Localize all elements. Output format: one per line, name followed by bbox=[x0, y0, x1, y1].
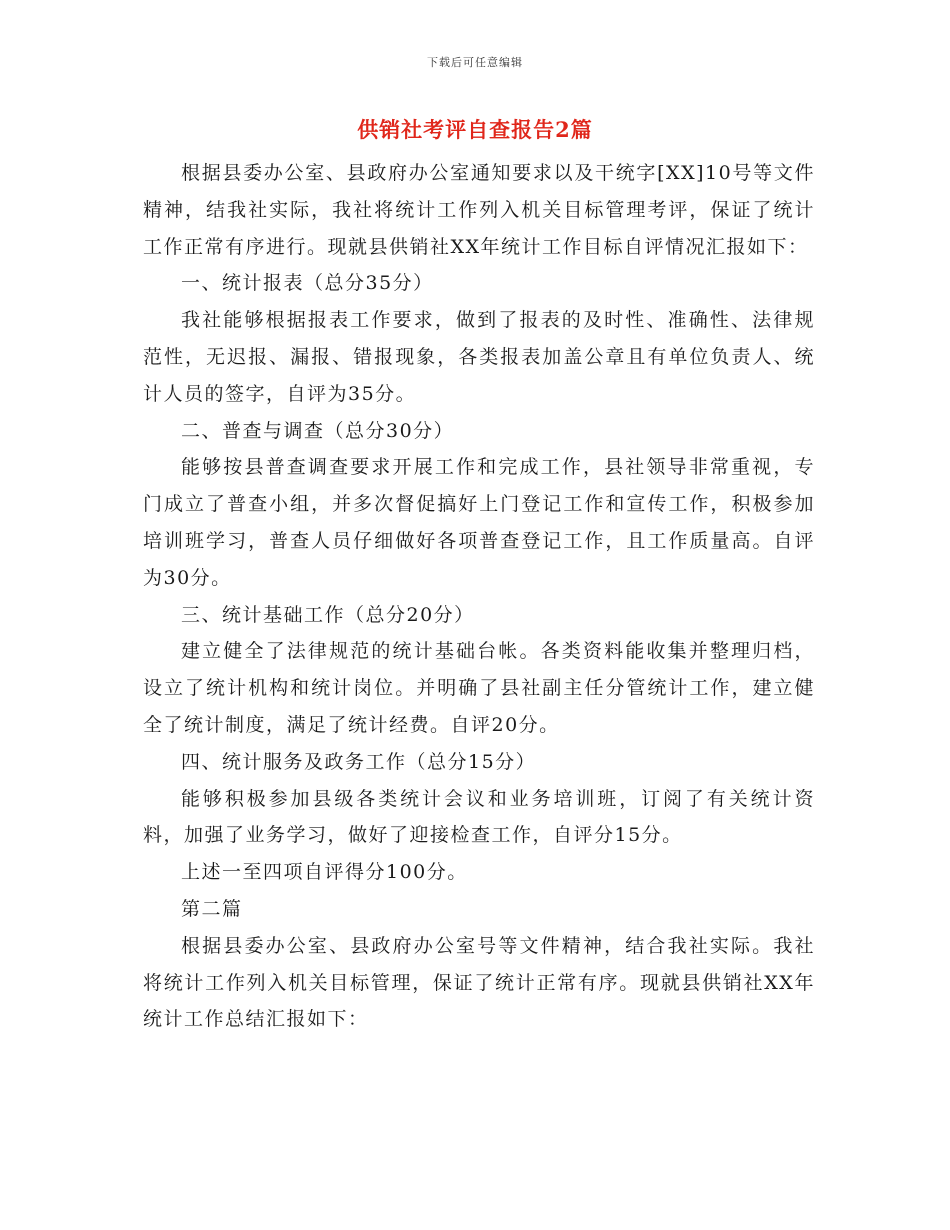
header-note: 下载后可任意编辑 bbox=[427, 56, 523, 69]
section-paragraph-1: 我社能够根据报表工作要求，做到了报表的及时性、准确性、法律规范性，无迟报、漏报、错报现象，各类报表加盖公章且有单位负责人、统计人员的签字，自评为35分。 bbox=[143, 309, 815, 405]
section-paragraph-2: 能够按县普查调查要求开展工作和完成工作，县社领导非常重视，专门成立了普查小组，并多次督促搞好上门登记工作和宣传工作，积极参加培训班学习，普查人员仔细做好各项普查登记工作，且工作质量高。自评为30分。 bbox=[143, 456, 815, 589]
section-paragraph-3: 建立健全了法律规范的统计基础台帐。各类资料能收集并整理归档，设立了统计机构和统计岗位。并明确了县社副主任分管统计工作，建立健全了统计制度，满足了统计经费。自评20分。 bbox=[143, 640, 815, 736]
section-heading-3: 三、统计基础工作（总分20分） bbox=[181, 603, 475, 626]
intro-paragraph: 根据县委办公室、县政府办公室通知要求以及干统字[XX]10号等文件精神，结我社实际，我社将统计工作列入机关目标管理考评，保证了统计工作正常有序进行。现就县供销社XX年统计工作目标自评情况汇报如下： bbox=[143, 162, 815, 258]
section-heading-2: 二、普查与调查（总分30分） bbox=[181, 419, 455, 442]
part-two-paragraph: 根据县委办公室、县政府办公室号等文件精神，结合我社实际。我社将统计工作列入机关目标管理，保证了统计正常有序。现就县供销社XX年统计工作总结汇报如下： bbox=[143, 934, 815, 1031]
section-heading-4: 四、统计服务及政务工作（总分15分） bbox=[181, 750, 537, 773]
document-body bbox=[143, 155, 815, 1038]
section-paragraph-4: 能够积极参加县级各类统计会议和业务培训班，订阅了有关统计资料，加强了业务学习，做好了迎接检查工作，自评分15分。 bbox=[143, 787, 815, 847]
document-title: 供销社考评自查报告2篇 bbox=[357, 117, 593, 142]
part-two-heading: 第二篇 bbox=[181, 897, 243, 920]
section-heading-1: 一、统计报表（总分35分） bbox=[181, 272, 434, 295]
summary-paragraph: 上述一至四项自评得分100分。 bbox=[181, 861, 468, 884]
